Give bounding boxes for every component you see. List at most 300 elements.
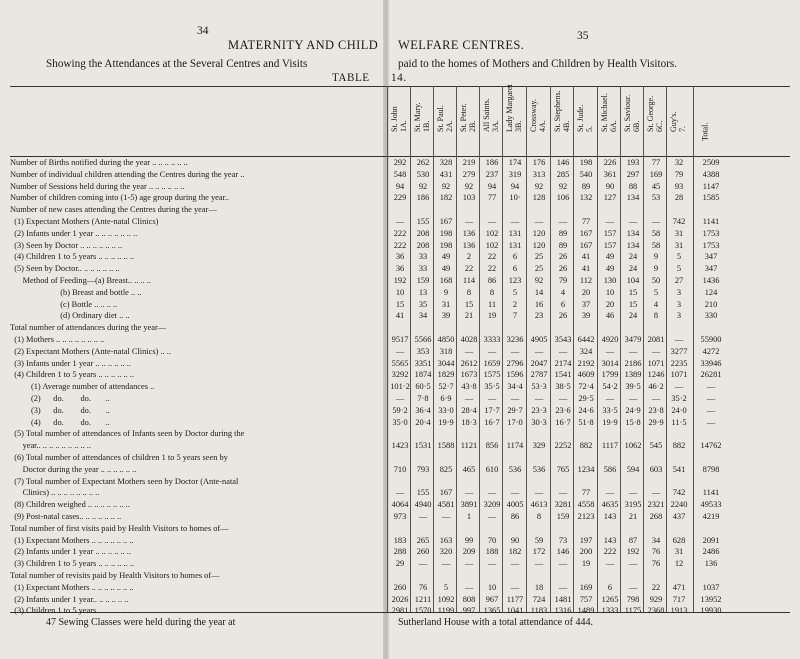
table-cell: — [487, 559, 497, 569]
table-word: TABLE [332, 72, 370, 84]
table-cell: 1199 [437, 606, 455, 616]
table-cell: 7 [512, 311, 518, 321]
table-cell: 24·0 [671, 405, 687, 415]
table-cell: 219 [462, 158, 476, 167]
row-label: (9) Post-natal cases.. .. .. .. .. .. .. [10, 512, 122, 521]
column-header [598, 88, 620, 156]
column-header-label: St. Stephens. 4B. [553, 90, 571, 132]
column-header [527, 88, 549, 156]
row-label: Doctor during the year .. .. .. .. .. .. [10, 464, 137, 474]
table-cell: 27 [674, 276, 684, 285]
table-cell: 128 [532, 193, 546, 203]
table-cell: 541 [672, 464, 686, 474]
table-cell: 324 [579, 346, 593, 356]
table-cell: 5 [653, 287, 659, 297]
row-label: (3) Children 1 to 5 years .. .. .. .. .. .. [10, 559, 134, 569]
table-cell: 2368 [647, 606, 665, 616]
table-cell: 262 [416, 158, 430, 167]
table-cell: 188 [485, 547, 499, 557]
table-cell: 724 [532, 594, 546, 604]
column-header-label: Crossway. 4A. [529, 98, 547, 132]
table-cell: — [651, 394, 661, 403]
table-cell: 31 [674, 240, 684, 250]
table-cell: 285 [556, 169, 570, 179]
table-cell: 10 [395, 287, 405, 297]
row-label: (4) Children 1 to 5 years .. .. .. .. .. .. [10, 370, 134, 380]
table-cell: 53·3 [531, 382, 547, 392]
table-cell: 1874 [414, 370, 432, 380]
table-cell: 29·5 [578, 394, 594, 403]
table-cell: — [628, 582, 638, 592]
table-cell: 120 [532, 240, 546, 250]
total-cell: 347 [704, 264, 718, 274]
table-cell: 1531 [414, 441, 432, 451]
column-header-label: St. Mary. 1B. [413, 102, 431, 132]
total-cell: 210 [704, 299, 718, 309]
footnote-right: Sutherland House with a total attendance of 444. [398, 617, 593, 628]
table-cell: — [628, 217, 638, 226]
table-cell: — [487, 346, 497, 356]
table-cell: 260 [393, 582, 407, 592]
table-cell: 123 [508, 276, 522, 285]
table-cell: 167 [439, 217, 453, 226]
table-cell: 1575 [483, 370, 501, 380]
table-cell: 134 [626, 240, 640, 250]
table-cell: 73 [558, 535, 568, 545]
table-cell: 3891 [460, 500, 478, 510]
column-header [411, 88, 433, 156]
table-cell: 545 [649, 441, 663, 451]
table-cell: — [628, 394, 638, 403]
table-cell: — [418, 512, 428, 521]
table-cell: 159 [416, 276, 430, 285]
table-cell: — [395, 346, 405, 356]
table-cell: 12 [674, 559, 684, 569]
column-header [551, 88, 573, 156]
table-cell: 19·9 [602, 417, 618, 427]
table-cell: 4609 [577, 370, 595, 380]
table-cell: 3277 [670, 346, 688, 356]
table-cell: 2174 [554, 358, 572, 368]
table-cell: 16·7 [484, 417, 500, 427]
table-cell: 20 [581, 287, 591, 297]
table-cell: 1541 [554, 370, 572, 380]
total-cell: 33946 [700, 358, 722, 368]
table-cell: 127 [603, 193, 617, 203]
table-cell: 167 [439, 488, 453, 498]
table-cell: 5 [443, 582, 449, 592]
table-cell: 2796 [506, 358, 524, 368]
table-cell: 43·8 [461, 382, 477, 392]
table-cell: 46·2 [648, 382, 664, 392]
table-cell: 9517 [391, 335, 409, 344]
table-cell: 59 [534, 535, 544, 545]
table-cell: 87 [628, 535, 638, 545]
column-header [694, 88, 716, 156]
table-cell: 182 [508, 547, 522, 557]
table-cell: 22 [464, 264, 474, 274]
table-cell: — [651, 217, 661, 226]
table-cell: — [510, 346, 520, 356]
table-cell: 17·7 [484, 405, 500, 415]
table-cell: 628 [672, 535, 686, 545]
table-cell: 1 [466, 512, 472, 521]
table-cell: 192 [626, 547, 640, 557]
column-header-label: Guy's. 7. [669, 111, 687, 132]
table-cell: 79 [674, 169, 684, 179]
table-cell: 163 [439, 535, 453, 545]
table-cell: 997 [462, 606, 476, 616]
table-cell: 3 [676, 287, 682, 297]
table-cell: 34 [418, 311, 428, 321]
total-cell: 2509 [702, 158, 720, 167]
table-cell: 793 [416, 464, 430, 474]
table-cell: 2186 [624, 358, 642, 368]
table-cell: 1117 [601, 441, 619, 451]
table-cell: — [441, 559, 451, 569]
table-cell: 973 [393, 512, 407, 521]
table-cell: — [674, 382, 684, 392]
table-cell: 92 [441, 181, 451, 191]
table-cell: 1183 [530, 606, 548, 616]
table-cell: — [558, 217, 568, 226]
table-cell: — [674, 335, 684, 344]
table-cell: 742 [672, 217, 686, 226]
table-cell: 59·2 [392, 405, 408, 415]
table-cell: 297 [626, 169, 640, 179]
table-cell: 34·4 [507, 382, 523, 392]
table-cell: 237 [485, 169, 499, 179]
table-cell: — [510, 217, 520, 226]
row-label: (1) Expectant Mothers .. .. .. .. .. .. .. [10, 535, 134, 545]
row-label: (8) Children weighed .. .. .. .. .. .. .. [10, 500, 130, 510]
table-cell: 2026 [391, 594, 409, 604]
table-cell: 15·8 [625, 417, 641, 427]
table-cell: 33·5 [602, 405, 618, 415]
table-cell: 313 [532, 169, 546, 179]
table-cell: 114 [462, 276, 476, 285]
row-label: (2) Infants under 1 year .. .. .. .. .. .. [10, 547, 131, 557]
table-cell: 16 [534, 299, 544, 309]
table-cell: 6442 [577, 335, 595, 344]
table-cell: 3 [676, 299, 682, 309]
table-cell: — [441, 512, 451, 521]
table-cell: 132 [579, 193, 593, 203]
table-cell: 21 [464, 311, 474, 321]
total-cell: 14762 [700, 441, 722, 451]
table-cell: 798 [626, 594, 640, 604]
table-cell: — [534, 217, 544, 226]
table-cell: 72·4 [578, 382, 594, 392]
table-cell: 106 [556, 193, 570, 203]
column-header [574, 88, 596, 156]
table-cell: — [395, 488, 405, 498]
table-cell: 4 [560, 287, 566, 297]
table-cell: 49 [441, 252, 451, 262]
table-cell: 6 [560, 299, 566, 309]
header-bottom-rule [10, 156, 790, 157]
total-cell: 8798 [702, 464, 720, 474]
table-cell: — [510, 488, 520, 498]
table-cell: 92 [558, 181, 568, 191]
total-cell: 1753 [702, 240, 720, 250]
table-cell: 757 [579, 594, 593, 604]
row-label: (7) Total number of Expectant Mothers seen by Doctor (Ante-natal [10, 476, 239, 486]
table-number: 14. [391, 72, 407, 84]
table-cell: 1071 [670, 370, 688, 380]
table-cell: 35·0 [392, 417, 408, 427]
row-label: Method of Feeding—(a) Breast.. .. .. .. [10, 276, 151, 285]
table-cell: 136 [462, 240, 476, 250]
table-cell: 4064 [391, 500, 409, 510]
table-cell: 192 [393, 276, 407, 285]
table-cell: 319 [508, 169, 522, 179]
table-cell: 77 [651, 158, 661, 167]
table-cell: 4905 [530, 335, 548, 344]
table-cell: 29·9 [648, 417, 664, 427]
table-cell: 222 [393, 228, 407, 238]
table-cell: 1829 [437, 370, 455, 380]
table-cell: 186 [485, 158, 499, 167]
row-label: year.. .. .. .. .. .. .. .. .. [10, 441, 91, 451]
table-cell: 13 [418, 287, 428, 297]
table-cell: 4028 [460, 335, 478, 344]
table-cell: 3351 [414, 358, 432, 368]
table-cell: 24 [628, 264, 638, 274]
table-cell: 226 [603, 158, 617, 167]
total-cell: 2091 [702, 535, 720, 545]
table-cell: 104 [626, 276, 640, 285]
row-label: Number of Sessions held during the year .. .. .. .. .. .. [10, 181, 185, 191]
table-cell: 29·7 [507, 405, 523, 415]
total-cell: 2486 [702, 547, 720, 557]
column-header-label: St. Jude. 5. [576, 104, 594, 132]
table-cell: 437 [672, 512, 686, 521]
table-cell: 155 [416, 217, 430, 226]
table-cell: 18 [534, 582, 544, 592]
table-cell: 4 [653, 299, 659, 309]
table-cell: 103 [462, 193, 476, 203]
table-cell: 143 [603, 512, 617, 521]
table-cell: 198 [439, 228, 453, 238]
table-cell: 134 [626, 193, 640, 203]
table-cell: 967 [485, 594, 499, 604]
row-label: (c) Bottle .. .. .. .. [10, 299, 118, 309]
row-label: (1) Expectant Mothers (Ante-natal Clinics) [10, 217, 159, 226]
table-cell: 23·3 [531, 405, 547, 415]
table-cell: 169 [649, 169, 663, 179]
table-cell: 18·3 [461, 417, 477, 427]
total-cell: 1141 [702, 217, 720, 226]
table-cell: 35 [418, 299, 428, 309]
row-label: (3) Infants under 1 year .. .. .. .. .. .. [10, 358, 131, 368]
row-label: (1) Expectant Mothers .. .. .. .. .. .. .. [10, 582, 134, 592]
table-cell: 2321 [647, 500, 665, 510]
table-cell: 2123 [577, 512, 595, 521]
table-cell: 172 [532, 547, 546, 557]
column-header [667, 88, 689, 156]
table-cell: 24 [628, 311, 638, 321]
table-cell: 94 [510, 181, 520, 191]
table-cell: — [464, 559, 474, 569]
table-cell: — [464, 394, 474, 403]
table-cell: — [605, 346, 615, 356]
table-cell: 35·5 [484, 382, 500, 392]
table-cell: 58 [651, 228, 661, 238]
column-header [480, 88, 502, 156]
table-cell: 15 [395, 299, 405, 309]
table-cell: 92 [534, 276, 544, 285]
table-cell: 136 [462, 228, 476, 238]
table-cell: 3 [676, 311, 682, 321]
table-cell: 169 [579, 582, 593, 592]
table-cell: 5 [512, 287, 518, 297]
table-cell: 86 [510, 512, 520, 521]
table-cell: 5 [676, 252, 682, 262]
table-cell: 54·2 [602, 382, 618, 392]
table-cell: 33 [418, 264, 428, 274]
table-cell: 1423 [391, 441, 409, 451]
title-left: MATERNITY AND CHILD [228, 38, 379, 52]
table-cell: 159 [556, 512, 570, 521]
table-cell: 1570 [414, 606, 432, 616]
table-cell: 1389 [624, 370, 642, 380]
table-cell: 260 [416, 547, 430, 557]
table-cell: 288 [393, 547, 407, 557]
table-cell: 1121 [460, 441, 478, 451]
table-cell: — [464, 346, 474, 356]
table-cell: 536 [508, 464, 522, 474]
row-label: Number of individual children attending the Centres during the year .. [10, 169, 245, 179]
table-cell: 292 [393, 158, 407, 167]
total-cell: 4388 [702, 169, 720, 179]
table-cell: 41 [395, 311, 405, 321]
column-header-label: Total. [700, 122, 710, 141]
table-cell: — [628, 346, 638, 356]
column-header-label: St. Saviour. 6B. [623, 94, 641, 132]
table-cell: 130 [603, 276, 617, 285]
table-cell: 1177 [506, 594, 524, 604]
table-cell: — [487, 488, 497, 498]
table-cell: — [558, 488, 568, 498]
table-cell: 9 [443, 287, 449, 297]
column-header-label: St. Paul. 2A. [436, 105, 454, 132]
table-cell: 536 [532, 464, 546, 474]
total-cell: 1753 [702, 228, 720, 238]
table-cell: 1481 [554, 594, 572, 604]
table-cell: 5 [676, 264, 682, 274]
table-cell: 28 [674, 193, 684, 203]
row-label: (1) Mothers .. .. .. .. .. .. .. .. [10, 335, 105, 344]
table-cell: 33·0 [438, 405, 454, 415]
total-cell: 330 [704, 311, 718, 321]
table-cell: 1799 [601, 370, 619, 380]
table-cell: 176 [532, 158, 546, 167]
table-cell: 361 [603, 169, 617, 179]
table-cell: 99 [464, 535, 474, 545]
table-cell: 198 [579, 158, 593, 167]
page-number-left: 34 [197, 25, 209, 37]
table-cell: 112 [579, 276, 593, 285]
table-cell: 1659 [483, 358, 501, 368]
table-cell: 353 [416, 346, 430, 356]
table-cell: 320 [439, 547, 453, 557]
page-number-right: 35 [577, 30, 589, 42]
table-cell: 77 [581, 488, 591, 498]
table-cell: 146 [556, 547, 570, 557]
table-cell: 3014 [601, 358, 619, 368]
table-cell: — [534, 394, 544, 403]
table-cell: 929 [649, 594, 663, 604]
table-cell: 23·8 [648, 405, 664, 415]
table-cell: 4005 [506, 500, 524, 510]
table-cell: 25 [534, 252, 544, 262]
row-label: (3) do. do. .. [10, 405, 110, 415]
table-cell: 131 [508, 240, 522, 250]
table-cell: 610 [485, 464, 499, 474]
total-cell: 347 [704, 252, 718, 262]
row-label: (3) Children 1 to 5 years.. .. .. .. .. .. [10, 606, 132, 616]
table-cell: 77 [487, 193, 497, 203]
table-cell: 4613 [530, 500, 548, 510]
table-cell: 10 [605, 287, 615, 297]
table-cell: 4558 [577, 500, 595, 510]
table-cell: 90 [510, 535, 520, 545]
total-cell: 19930 [700, 606, 722, 616]
table-cell: 88 [628, 181, 638, 191]
table-cell: 39 [581, 311, 591, 321]
row-label: (2) do. do. .. [10, 394, 110, 403]
table-cell: 134 [626, 228, 640, 238]
table-cell: — [534, 346, 544, 356]
row-label: (1) Average number of attendances .. [10, 382, 155, 392]
table-cell: — [558, 346, 568, 356]
table-cell: 208 [416, 228, 430, 238]
table-cell: 36 [395, 264, 405, 274]
table-cell: 1041 [506, 606, 524, 616]
table-cell: 586 [603, 464, 617, 474]
table-cell: 193 [626, 158, 640, 167]
column-header [457, 88, 479, 156]
table-cell: 41 [581, 264, 591, 274]
table-cell: 49 [605, 264, 615, 274]
header-top-rule [10, 86, 790, 87]
table-cell: 4920 [601, 335, 619, 344]
table-cell: 23 [534, 311, 544, 321]
table-cell: 76 [418, 582, 428, 592]
table-cell: 2 [512, 299, 518, 309]
row-label: (2) Expectant Mothers (Ante-natal Clinics) .. .. [10, 346, 171, 356]
row-label: (b) Breast and bottle .. .. [10, 287, 142, 297]
table-cell: — [558, 559, 568, 569]
table-cell: 1265 [601, 594, 619, 604]
table-cell: — [534, 488, 544, 498]
total-cell: — [706, 394, 716, 403]
row-label: (2) Infants under 1 year.. .. .. .. .. .. [10, 594, 129, 604]
table-cell: 15 [628, 299, 638, 309]
table-cell: 33 [418, 252, 428, 262]
total-cell: 1585 [702, 193, 720, 203]
table-cell: 15 [464, 299, 474, 309]
table-cell: 6 [512, 264, 518, 274]
table-cell: 318 [439, 346, 453, 356]
column-header [434, 88, 456, 156]
table-cell: 20·4 [415, 417, 431, 427]
table-cell: — [487, 217, 497, 226]
table-cell: 200 [579, 547, 593, 557]
table-cell: 52·7 [438, 382, 454, 392]
total-cell: 136 [704, 559, 718, 569]
